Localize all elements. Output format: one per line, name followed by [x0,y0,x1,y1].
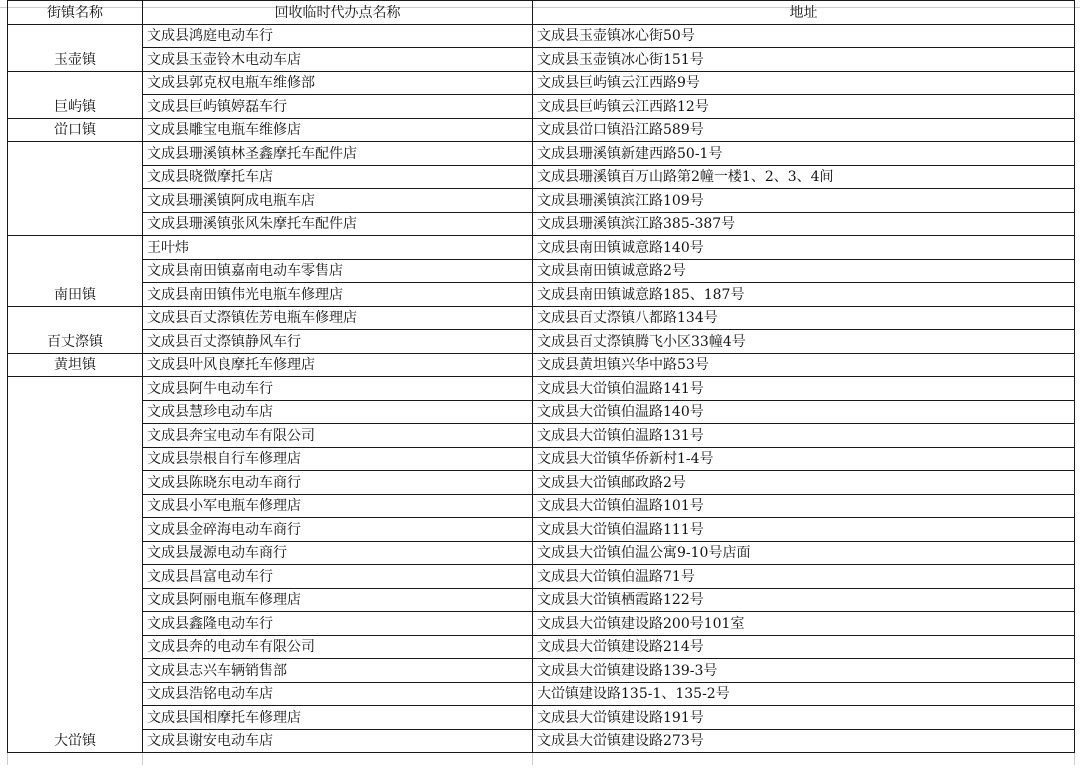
point-name-cell[interactable]: 文成县叶风良摩托车修理店 [143,353,533,377]
point-name-cell[interactable]: 文成县阿丽电瓶车修理店 [143,588,533,612]
address-cell[interactable]: 文成县珊溪镇新建西路50-1号 [533,142,1075,166]
point-name-cell[interactable]: 文成县浩铭电动车店 [143,682,533,706]
point-name-cell[interactable]: 文成县珊溪镇张风朱摩托车配件店 [143,212,533,236]
address-cell[interactable]: 文成县大峃镇伯温路111号 [533,518,1075,542]
table-row [8,212,1075,236]
town-cell[interactable] [8,142,143,236]
point-name-cell[interactable]: 文成县南田镇嘉南电动车零售店 [143,259,533,283]
header-point-name[interactable]: 回收临时代办点名称 [143,1,533,25]
table-row [8,377,1075,401]
spreadsheet [7,0,1080,774]
table-row [8,471,1075,495]
point-name-cell[interactable]: 文成县国相摩托车修理店 [143,706,533,730]
table-row [8,541,1075,565]
empty-cell[interactable] [8,753,143,766]
town-cell[interactable]: 峃口镇 [8,118,143,142]
point-name-cell[interactable]: 文成县谢安电动车店 [143,729,533,753]
point-name-cell[interactable]: 文成县慧珍电动车店 [143,400,533,424]
table-row [8,447,1075,471]
point-name-cell[interactable]: 文成县鑫隆电动车行 [143,612,533,636]
point-name-cell[interactable]: 文成县鸿庭电动车行 [143,24,533,48]
address-cell[interactable]: 文成县大峃镇建设路214号 [533,635,1075,659]
header-row [8,1,1075,25]
table-row [8,659,1075,683]
address-cell[interactable]: 文成县珊溪镇滨江路109号 [533,189,1075,213]
address-cell[interactable]: 文成县大峃镇建设路191号 [533,706,1075,730]
table-row [8,424,1075,448]
point-name-cell[interactable]: 文成县奔的电动车有限公司 [143,635,533,659]
table-row [8,236,1075,260]
table-row [8,259,1075,283]
point-name-cell[interactable]: 文成县阿牛电动车行 [143,377,533,401]
address-cell[interactable]: 大峃镇建设路135-1、135-2号 [533,682,1075,706]
address-cell[interactable]: 文成县大峃镇华侨新村1-4号 [533,447,1075,471]
table-row [8,682,1075,706]
point-name-cell[interactable]: 文成县小军电瓶车修理店 [143,494,533,518]
address-cell[interactable]: 文成县大峃镇建设路273号 [533,729,1075,753]
recycling-points-table [7,0,1075,765]
table-row [8,330,1075,354]
point-name-cell[interactable]: 文成县奔宝电动车有限公司 [143,424,533,448]
header-address[interactable]: 地址 [533,1,1075,25]
address-cell[interactable]: 文成县大峃镇建设路200号101室 [533,612,1075,636]
point-name-cell[interactable]: 文成县雕宝电瓶车维修店 [143,118,533,142]
point-name-cell[interactable]: 文成县珊溪镇林圣鑫摩托车配件店 [143,142,533,166]
address-cell[interactable]: 文成县南田镇诚意路185、187号 [533,283,1075,307]
table-row [8,729,1075,753]
address-cell[interactable]: 文成县大峃镇伯温公寓9-10号店面 [533,541,1075,565]
point-name-cell[interactable]: 文成县巨屿镇婷磊车行 [143,95,533,119]
town-cell[interactable]: 南田镇 [8,236,143,307]
table-row [8,588,1075,612]
address-cell[interactable]: 文成县巨屿镇云江西路12号 [533,95,1075,119]
address-cell[interactable]: 文成县珊溪镇百万山路第2幢一楼1、2、3、4间 [533,165,1075,189]
point-name-cell[interactable]: 文成县百丈漈镇佐芳电瓶车修理店 [143,306,533,330]
table-row [8,118,1075,142]
point-name-cell[interactable]: 文成县珊溪镇阿成电瓶车店 [143,189,533,213]
empty-cell[interactable] [143,753,533,766]
table-row [8,95,1075,119]
table-row [8,306,1075,330]
address-cell[interactable]: 文成县百丈漈镇腾飞小区33幢4号 [533,330,1075,354]
table-row [8,565,1075,589]
address-cell[interactable]: 文成县巨屿镇云江西路9号 [533,71,1075,95]
point-name-cell[interactable]: 文成县玉壶铃木电动车店 [143,48,533,72]
town-cell[interactable]: 百丈漈镇 [8,306,143,353]
point-name-cell[interactable]: 文成县郭克权电瓶车维修部 [143,71,533,95]
table-row [8,635,1075,659]
address-cell[interactable]: 文成县百丈漈镇八都路134号 [533,306,1075,330]
address-cell[interactable]: 文成县大峃镇伯温路131号 [533,424,1075,448]
town-cell[interactable]: 大峃镇 [8,377,143,753]
point-name-cell[interactable]: 文成县陈晓东电动车商行 [143,471,533,495]
address-cell[interactable]: 文成县玉壶镇冰心街151号 [533,48,1075,72]
address-cell[interactable]: 文成县大峃镇栖霞路122号 [533,588,1075,612]
address-cell[interactable]: 文成县珊溪镇滨江路385-387号 [533,212,1075,236]
town-cell[interactable]: 巨屿镇 [8,71,143,118]
address-cell[interactable]: 文成县大峃镇伯温路140号 [533,400,1075,424]
address-cell[interactable]: 文成县南田镇诚意路140号 [533,236,1075,260]
point-name-cell[interactable]: 文成县百丈漈镇静风车行 [143,330,533,354]
table-row [8,518,1075,542]
address-cell[interactable]: 文成县大峃镇伯温路71号 [533,565,1075,589]
header-town[interactable]: 街镇名称 [8,1,143,25]
town-cell[interactable]: 黄坦镇 [8,353,143,377]
table-row [8,400,1075,424]
address-cell[interactable]: 文成县大峃镇建设路139-3号 [533,659,1075,683]
town-cell[interactable]: 玉壶镇 [8,24,143,71]
address-cell[interactable]: 文成县南田镇诚意路2号 [533,259,1075,283]
point-name-cell[interactable]: 文成县晟源电动车商行 [143,541,533,565]
table-row [8,189,1075,213]
address-cell[interactable]: 文成县大峃镇伯温路141号 [533,377,1075,401]
address-cell[interactable]: 文成县黄坦镇兴华中路53号 [533,353,1075,377]
table-row [8,142,1075,166]
table-row [8,612,1075,636]
table-row [8,353,1075,377]
address-cell[interactable]: 文成县大峃镇伯温路101号 [533,494,1075,518]
point-name-cell[interactable]: 文成县南田镇伟光电瓶车修理店 [143,283,533,307]
empty-row [8,753,1075,766]
table-row [8,24,1075,48]
table-row [8,283,1075,307]
table-row [8,48,1075,72]
table-row [8,706,1075,730]
point-name-cell[interactable]: 王叶炜 [143,236,533,260]
address-cell[interactable]: 文成县大峃镇邮政路2号 [533,471,1075,495]
point-name-cell[interactable]: 文成县晓微摩托车店 [143,165,533,189]
point-name-cell[interactable]: 文成县金碎海电动车商行 [143,518,533,542]
point-name-cell[interactable]: 文成县志兴车辆销售部 [143,659,533,683]
address-cell[interactable]: 文成县峃口镇沿江路589号 [533,118,1075,142]
table-row [8,71,1075,95]
empty-cell[interactable] [533,753,1075,766]
table-row [8,494,1075,518]
address-cell[interactable]: 文成县玉壶镇冰心街50号 [533,24,1075,48]
point-name-cell[interactable]: 文成县昌富电动车行 [143,565,533,589]
table-row [8,165,1075,189]
point-name-cell[interactable]: 文成县崇根自行车修理店 [143,447,533,471]
